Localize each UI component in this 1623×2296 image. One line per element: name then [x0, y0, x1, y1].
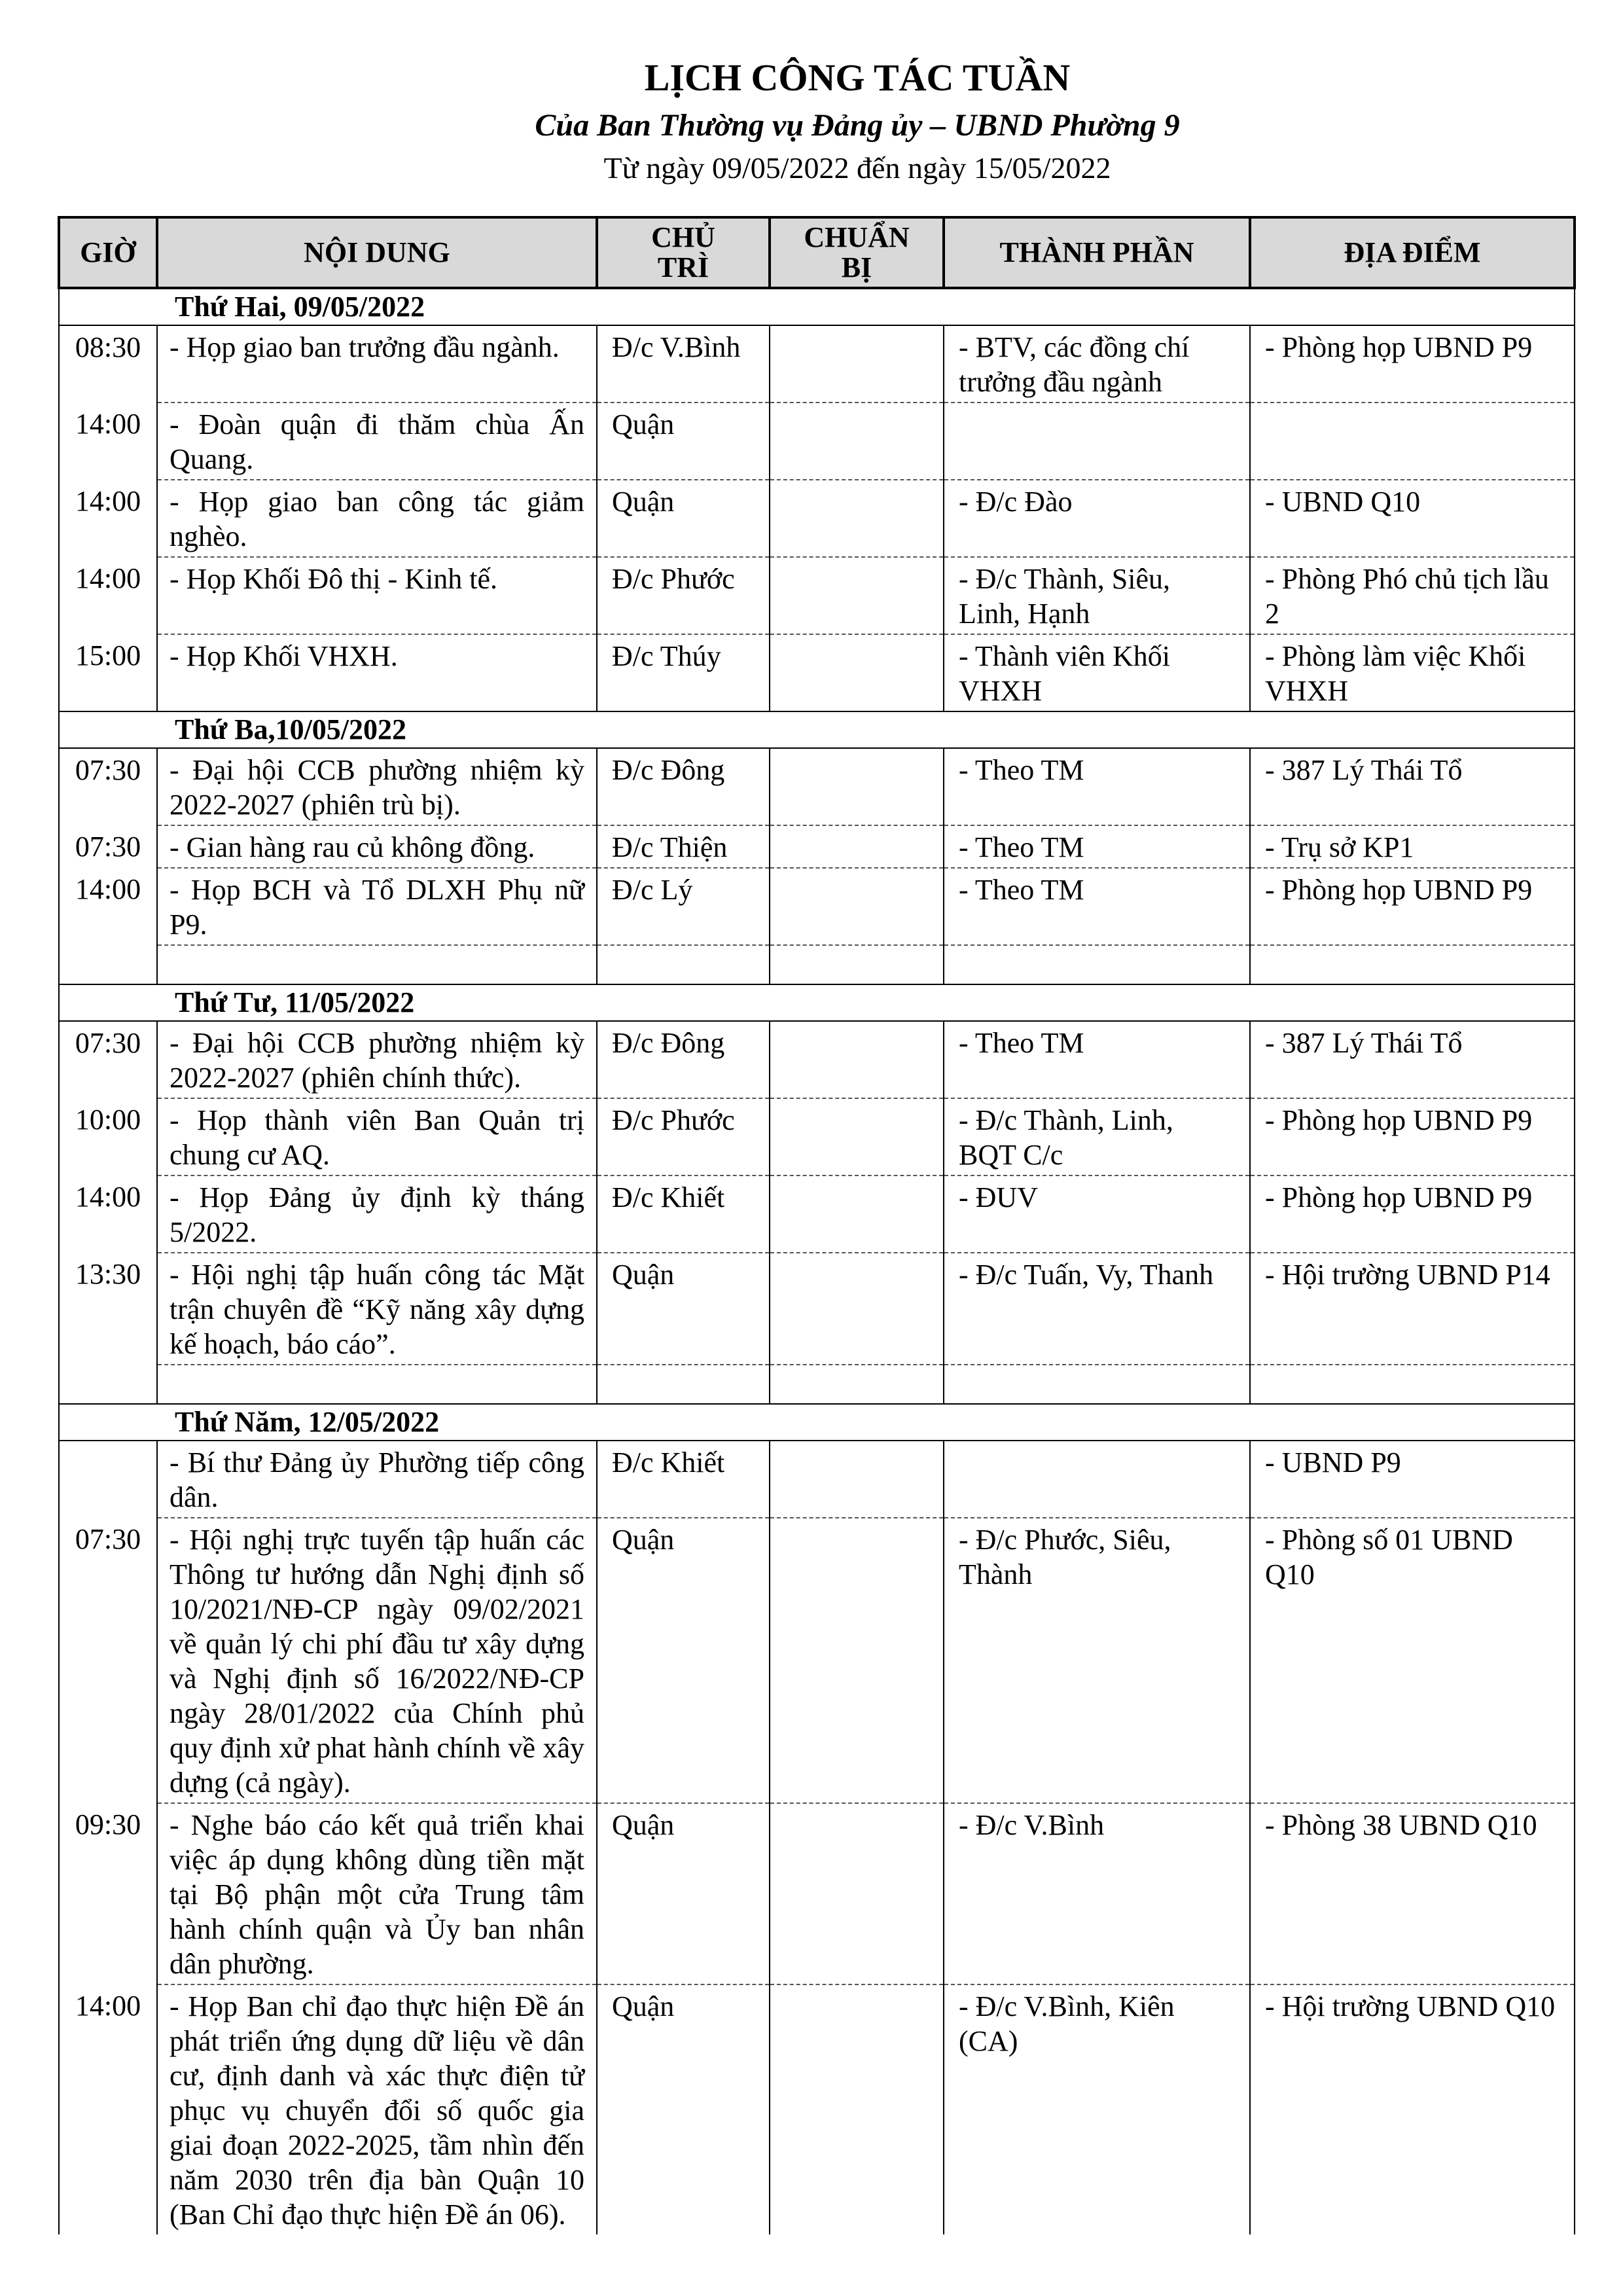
participants-cell: - Đ/c Thành, Siêu, Linh, Hạnh [944, 557, 1250, 634]
schedule-table [58, 216, 1576, 2234]
column-header-location: ĐỊA ĐIỂM [1250, 217, 1575, 288]
table-row [59, 1984, 1575, 2234]
content-cell: - Họp Khối VHXH. [157, 634, 597, 711]
table-row [59, 325, 1575, 403]
participants-cell [944, 945, 1250, 984]
location-cell: - UBND P9 [1250, 1441, 1575, 1518]
table-row [59, 1098, 1575, 1175]
prep-cell [770, 1984, 944, 2234]
chair-cell: Đ/c Thiện [597, 825, 770, 868]
prep-cell [770, 1175, 944, 1253]
location-cell: - Hội trường UBND P14 [1250, 1253, 1575, 1365]
column-header-prep: CHUẨN BỊ [770, 217, 944, 288]
date-range: Từ ngày 09/05/2022 đến ngày 15/05/2022 [603, 151, 1111, 185]
prep-cell [770, 748, 944, 825]
prep-cell [770, 1518, 944, 1803]
prep-cell [770, 1441, 944, 1518]
chair-cell [597, 945, 770, 984]
time-cell: 07:30 [59, 748, 157, 825]
day-label: Thứ Tư, 11/05/2022 [59, 984, 1575, 1021]
time-cell: 13:30 [59, 1253, 157, 1365]
location-cell: - Phòng họp UBND P9 [1250, 325, 1575, 403]
content-cell: - Đoàn quận đi thăm chùa Ấn Quang. [157, 403, 597, 480]
location-cell: - Phòng Phó chủ tịch lầu 2 [1250, 557, 1575, 634]
chair-cell: Quận [597, 1803, 770, 1984]
prep-cell [770, 325, 944, 403]
prep-cell [770, 1253, 944, 1365]
time-cell: 09:30 [59, 1803, 157, 1984]
time-cell: 07:30 [59, 825, 157, 868]
table-row [59, 748, 1575, 825]
content-cell [157, 1365, 597, 1404]
content-cell: - Họp Khối Đô thị - Kinh tế. [157, 557, 597, 634]
table-row [59, 945, 1575, 984]
chair-cell: Đ/c Khiết [597, 1175, 770, 1253]
table-row [59, 1441, 1575, 1518]
chair-cell: Đ/c Lý [597, 868, 770, 945]
location-cell: - Phòng số 01 UBND Q10 [1250, 1518, 1575, 1803]
prep-cell [770, 945, 944, 984]
prep-cell [770, 868, 944, 945]
time-cell [59, 945, 157, 984]
location-cell: - Phòng họp UBND P9 [1250, 868, 1575, 945]
column-header-participants: THÀNH PHẦN [944, 217, 1250, 288]
prep-cell [770, 825, 944, 868]
column-header-time: GIỜ [59, 217, 157, 288]
chair-cell: Quận [597, 1253, 770, 1365]
participants-cell: - ĐUV [944, 1175, 1250, 1253]
day-label: Thứ Hai, 09/05/2022 [59, 288, 1575, 325]
day-header-row [59, 288, 1575, 325]
prep-cell [770, 634, 944, 711]
participants-cell [944, 1365, 1250, 1404]
content-cell: - Bí thư Đảng ủy Phường tiếp công dân. [157, 1441, 597, 1518]
content-cell: - Hội nghị tập huấn công tác Mặt trận chuyên đề “Kỹ năng xây dựng kế hoạch, báo cáo”. [157, 1253, 597, 1365]
content-cell: - Đại hội CCB phường nhiệm kỳ 2022-2027 (phiên chính thức). [157, 1021, 597, 1098]
table-row [59, 634, 1575, 711]
time-cell [59, 1365, 157, 1404]
page-title: LỊCH CÔNG TÁC TUẦN [644, 56, 1071, 99]
location-cell [1250, 945, 1575, 984]
location-cell: - Phòng họp UBND P9 [1250, 1175, 1575, 1253]
location-cell: - 387 Lý Thái Tổ [1250, 748, 1575, 825]
participants-cell: - Theo TM [944, 748, 1250, 825]
prep-cell [770, 1803, 944, 1984]
participants-cell: - Theo TM [944, 1021, 1250, 1098]
content-cell: - Hội nghị trực tuyến tập huấn các Thông tư hướng dẫn Nghị định số 10/2021/NĐ-CP ngày 09/02/2021 về quản lý chi phí đầu tư xây dựng và Nghị định số 16/2022/NĐ-CP ngày 28/01/2022 của Chính phủ quy định xử phat hành chính về xây dựng (cả ngày). [157, 1518, 597, 1803]
chair-cell: Đ/c Phước [597, 1098, 770, 1175]
chair-cell [597, 1365, 770, 1404]
chair-cell: Quận [597, 480, 770, 557]
location-cell: - UBND Q10 [1250, 480, 1575, 557]
table-row [59, 1021, 1575, 1098]
participants-cell [944, 1441, 1250, 1518]
day-label: Thứ Ba,10/05/2022 [59, 711, 1575, 748]
location-cell: - Phòng họp UBND P9 [1250, 1098, 1575, 1175]
participants-cell: - Thành viên Khối VHXH [944, 634, 1250, 711]
chair-cell: Quận [597, 1984, 770, 2234]
location-cell: - Hội trường UBND Q10 [1250, 1984, 1575, 2234]
table-row [59, 1518, 1575, 1803]
content-cell: - Đại hội CCB phường nhiệm kỳ 2022-2027 (phiên trù bị). [157, 748, 597, 825]
prep-cell [770, 1021, 944, 1098]
location-cell [1250, 1365, 1575, 1404]
time-cell: 15:00 [59, 634, 157, 711]
time-cell: 14:00 [59, 1175, 157, 1253]
time-cell: 07:30 [59, 1518, 157, 1803]
time-cell: 14:00 [59, 1984, 157, 2234]
document-header [0, 52, 1623, 188]
table-row [59, 825, 1575, 868]
content-cell: - Họp BCH và Tổ DLXH Phụ nữ P9. [157, 868, 597, 945]
table-row [59, 403, 1575, 480]
prep-cell [770, 1098, 944, 1175]
prep-cell [770, 1365, 944, 1404]
chair-cell: Đ/c V.Bình [597, 325, 770, 403]
content-cell: - Họp giao ban công tác giảm nghèo. [157, 480, 597, 557]
table-row [59, 1175, 1575, 1253]
prep-cell [770, 480, 944, 557]
participants-cell: - Đ/c V.Bình, Kiên (CA) [944, 1984, 1250, 2234]
day-header-row [59, 1404, 1575, 1441]
participants-cell: - Đ/c V.Bình [944, 1803, 1250, 1984]
time-cell: 08:30 [59, 325, 157, 403]
participants-cell: - Đ/c Đào [944, 480, 1250, 557]
participants-cell: - BTV, các đồng chí trưởng đầu ngành [944, 325, 1250, 403]
content-cell: - Nghe báo cáo kết quả triển khai việc áp dụng không dùng tiền mặt tại Bộ phận một cửa Trung tâm hành chính quận và Ủy ban nhân dân phường. [157, 1803, 597, 1984]
day-header-row [59, 984, 1575, 1021]
time-cell: 14:00 [59, 403, 157, 480]
chair-cell: Đ/c Khiết [597, 1441, 770, 1518]
content-cell: - Gian hàng rau củ không đồng. [157, 825, 597, 868]
content-cell: - Họp Đảng ủy định kỳ tháng 5/2022. [157, 1175, 597, 1253]
participants-cell [944, 403, 1250, 480]
prep-cell [770, 557, 944, 634]
time-cell: 14:00 [59, 868, 157, 945]
location-cell [1250, 403, 1575, 480]
participants-cell: - Đ/c Thành, Linh, BQT C/c [944, 1098, 1250, 1175]
chair-cell: Quận [597, 1518, 770, 1803]
content-cell: - Họp thành viên Ban Quản trị chung cư AQ. [157, 1098, 597, 1175]
table-row [59, 1253, 1575, 1365]
column-header-content: NỘI DUNG [157, 217, 597, 288]
prep-cell [770, 403, 944, 480]
location-cell: - Phòng làm việc Khối VHXH [1250, 634, 1575, 711]
table-row [59, 868, 1575, 945]
schedule-body [59, 288, 1575, 2234]
time-cell [59, 1441, 157, 1518]
page-subtitle: Của Ban Thường vụ Đảng ủy – UBND Phường 9 [535, 108, 1180, 143]
time-cell: 07:30 [59, 1021, 157, 1098]
time-cell: 14:00 [59, 480, 157, 557]
location-cell: - 387 Lý Thái Tổ [1250, 1021, 1575, 1098]
location-cell: - Phòng 38 UBND Q10 [1250, 1803, 1575, 1984]
chair-cell: Đ/c Thúy [597, 634, 770, 711]
chair-cell: Đ/c Phước [597, 557, 770, 634]
table-header-row [59, 217, 1575, 288]
participants-cell: - Đ/c Phước, Siêu, Thành [944, 1518, 1250, 1803]
location-cell: - Trụ sở KP1 [1250, 825, 1575, 868]
table-row [59, 1365, 1575, 1404]
day-header-row [59, 711, 1575, 748]
table-row [59, 480, 1575, 557]
time-cell: 10:00 [59, 1098, 157, 1175]
table-row [59, 1803, 1575, 1984]
chair-cell: Quận [597, 403, 770, 480]
chair-cell: Đ/c Đông [597, 1021, 770, 1098]
time-cell: 14:00 [59, 557, 157, 634]
table-row [59, 557, 1575, 634]
participants-cell: - Đ/c Tuấn, Vy, Thanh [944, 1253, 1250, 1365]
content-cell: - Họp giao ban trưởng đầu ngành. [157, 325, 597, 403]
content-cell: - Họp Ban chỉ đạo thực hiện Đề án phát triển ứng dụng dữ liệu về dân cư, định danh và xác thực điện tử phục vụ chuyển đổi số quốc gia giai đoạn 2022-2025, tầm nhìn đến năm 2030 trên địa bàn Quận 10 (Ban Chỉ đạo thực hiện Đề án 06). [157, 1984, 597, 2234]
participants-cell: - Theo TM [944, 868, 1250, 945]
column-header-chair: CHỦ TRÌ [597, 217, 770, 288]
chair-cell: Đ/c Đông [597, 748, 770, 825]
content-cell [157, 945, 597, 984]
day-label: Thứ Năm, 12/05/2022 [59, 1404, 1575, 1441]
participants-cell: - Theo TM [944, 825, 1250, 868]
